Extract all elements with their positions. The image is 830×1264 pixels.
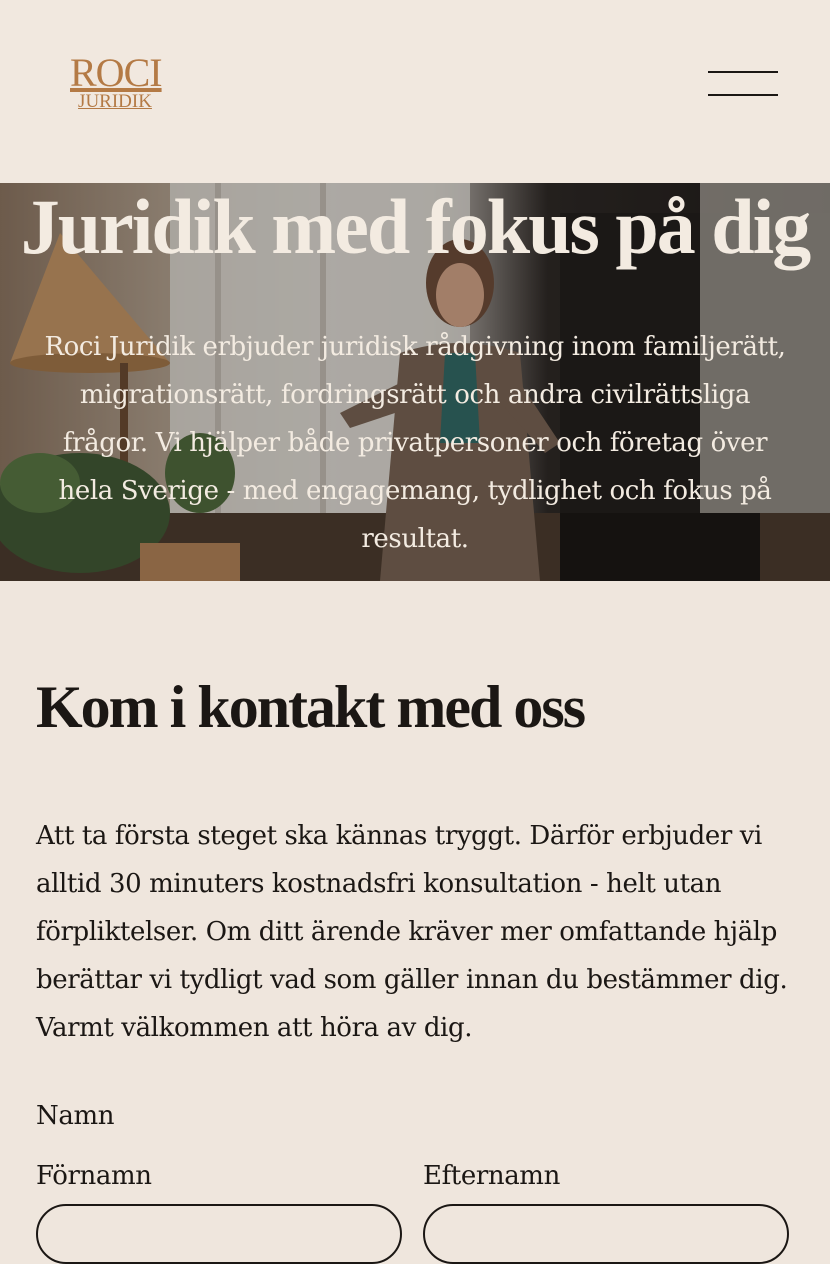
contact-title: Kom i kontakt med oss — [36, 674, 585, 740]
menu-line-top — [708, 71, 778, 73]
logo-wordmark-bottom: JURIDIK — [78, 91, 152, 112]
logo-wordmark-top: ROCI — [70, 50, 162, 95]
site-header — [0, 0, 830, 183]
hero-description: Roci Juridik erbjuder juridisk rådgivning inom familjerätt, migrationsrätt, fordringsrätt och andra civilrättsliga frågor. Vi hjälper både privatpersoner och företag över hela Sverige - med engagemang, tydlighet och fokus på resultat. — [44, 332, 786, 554]
menu-line-bottom — [708, 94, 778, 96]
last-name-label: Efternamn — [423, 1161, 560, 1191]
first-name-input[interactable] — [36, 1204, 402, 1264]
last-name-input[interactable] — [423, 1204, 789, 1264]
name-group-label: Namn — [36, 1101, 115, 1131]
hero-banner — [0, 183, 830, 581]
first-name-label: Förnamn — [36, 1161, 152, 1191]
contact-description: Att ta första steget ska kännas tryggt. Därför erbjuder vi alltid 30 minuters kostnadsfri konsultation - helt utan förpliktelser. Om ditt ärende kräver mer omfattande hjälp berättar vi tydligt vad som gäller innan du bestämmer dig. Varmt välkommen att höra av dig. — [36, 821, 788, 1043]
brand-logo[interactable] — [70, 52, 160, 118]
hero-title: Juridik med fokus på dig — [20, 183, 810, 270]
hamburger-menu-icon[interactable] — [706, 70, 780, 98]
